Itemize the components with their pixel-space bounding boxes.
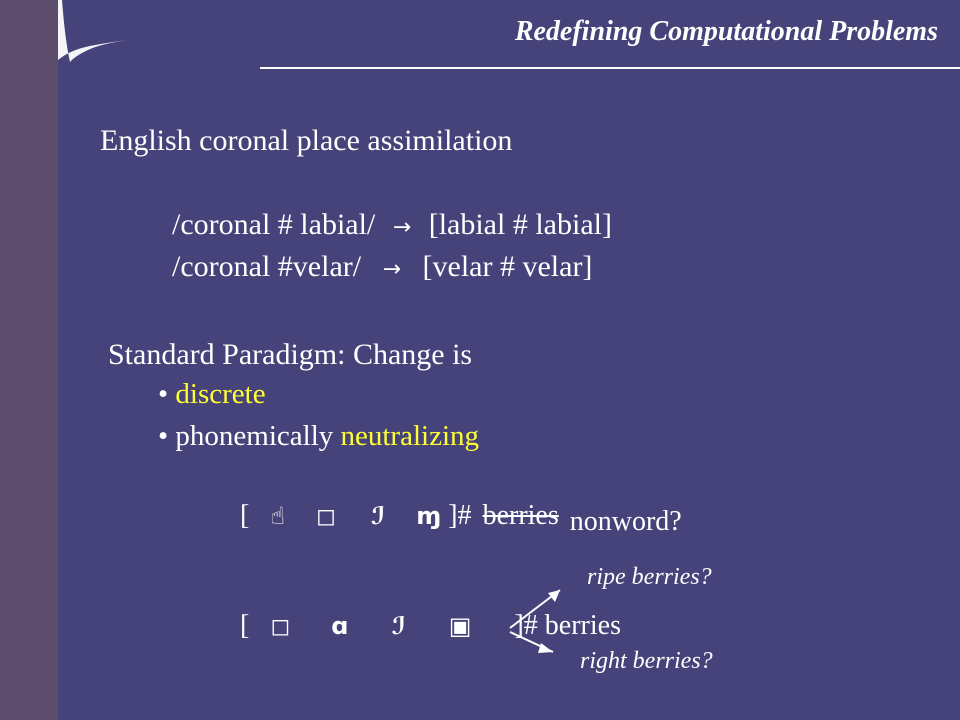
bracket-close-hash: ]#	[448, 500, 472, 531]
bullet-discrete-text: discrete	[175, 378, 266, 410]
rule2-right: [velar # velar]	[422, 250, 593, 283]
bullet-neutralizing-pre: phonemically	[175, 420, 334, 452]
bullet-dot-icon: •	[158, 378, 169, 410]
bracket-open: [	[240, 610, 250, 641]
arrow-icon: →	[392, 215, 412, 240]
script-i-glyph-icon: ℐ	[370, 502, 386, 530]
reading-top: ripe berries?	[587, 564, 712, 590]
bullet-dot-icon: •	[158, 420, 169, 452]
pointing-hand-icon: ☝	[270, 502, 285, 530]
boxed-square-glyph-icon: ▣	[448, 612, 472, 640]
script-i-glyph-icon: ℐ	[391, 612, 406, 640]
arrow-icon: →	[382, 257, 402, 282]
paradigm-intro: Standard Paradigm: Change is	[108, 338, 473, 371]
alpha-glyph-icon: ɑ	[331, 612, 349, 640]
berries-word: berries	[544, 610, 621, 641]
arrow-up-head-icon	[548, 590, 560, 602]
arrow-down-head-icon	[538, 643, 553, 653]
bracket-open: [	[240, 500, 250, 531]
rule1-left: /coronal # labial/	[172, 208, 376, 241]
slide-title: Redefining Computational Problems	[514, 16, 938, 47]
square-glyph-icon: ◻	[270, 612, 291, 640]
nonword-question: nonword?	[569, 506, 682, 537]
m-hook-glyph-icon: ɱ	[416, 502, 442, 530]
reading-bottom: right berries?	[580, 648, 713, 674]
section-heading: English coronal place assimilation	[100, 124, 513, 157]
rule1-right: [labial # labial]	[428, 208, 612, 241]
bracket-close-hash: ]#	[514, 610, 538, 641]
square-glyph-icon: ◻	[315, 502, 336, 530]
struck-word: berries	[482, 500, 559, 531]
rule2-left: /coronal #velar/	[172, 250, 362, 283]
bullet-neutralizing-highlight: neutralizing	[340, 420, 480, 452]
